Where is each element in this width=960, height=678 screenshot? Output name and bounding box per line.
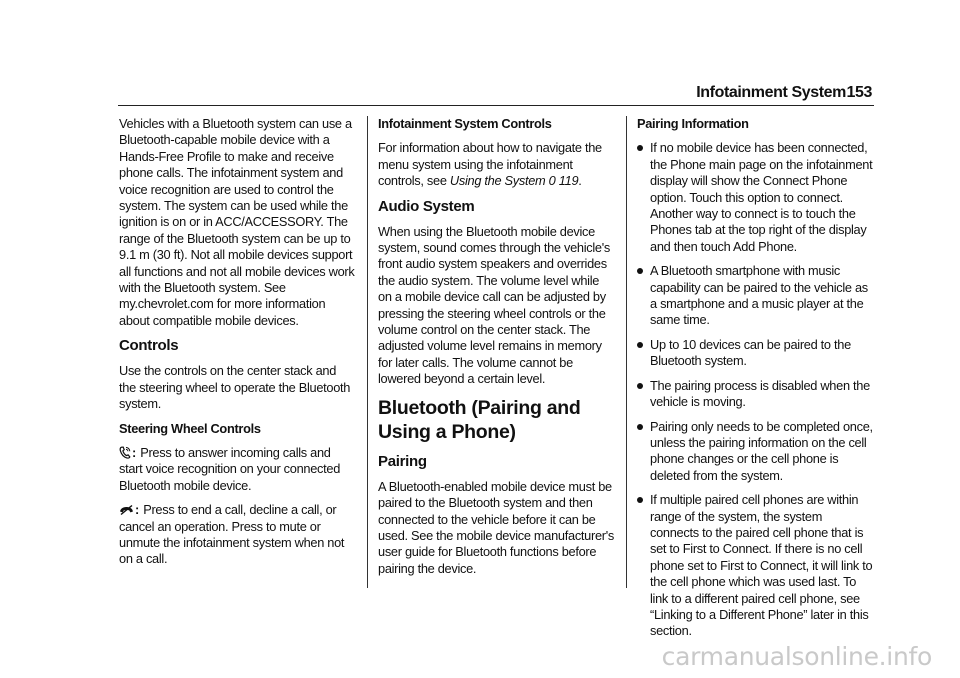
list-item: If no mobile device has been connected, the Phone main page on the infotainment display will show the Connect Phone option. Touch this option to connect. Another way to connect is to touch the Phones tab at the top right of the display and then touch Add Phone.: [637, 140, 873, 255]
page-header: [0, 84, 960, 104]
page-number: 153: [846, 84, 872, 101]
icon-separator: :: [132, 444, 136, 460]
bullet-icon: [637, 497, 643, 503]
column-divider-2: [626, 116, 627, 588]
end-call-icon: [119, 502, 134, 518]
intro-paragraph: Vehicles with a Bluetooth system can use a Bluetooth-capable mobile device with a Hands-Free Profile to make and receive phone calls. The infotainment system and voice recognition are used to control the system. The system can be used while the ignition is on or in ACC/ACCESSORY. The range of the Bluetooth system can be up to 9.1 m (30 ft). Not all mobile devices support all functions and not all mobile devices work with the Bluetooth system. See my.chevrolet.com for more information about compatible mobile devices.: [119, 116, 355, 328]
list-item: A Bluetooth smartphone with music capability can be paired to the vehicle as a smartphone and a music player at the same time.: [637, 263, 873, 329]
audio-system-heading: Audio System: [378, 197, 475, 215]
audio-system-paragraph: When using the Bluetooth mobile device system, sound comes through the vehicle's front audio system speakers and overrides the audio system. The volume level while on a mobile device call can be adjusted by pressing the steering wheel controls or the volume control on the center stack. The adjusted volume level remains in memory for later calls. The volume cannot be lowered beyond a certain level.: [378, 223, 610, 387]
page-reference-arrow: 0: [548, 173, 556, 189]
column-1: [119, 116, 355, 576]
bullet-icon: [637, 342, 643, 348]
list-item: The pairing process is disabled when the vehicle is moving.: [637, 378, 873, 411]
column-2: [378, 116, 614, 585]
page-reference-number: 119: [558, 173, 579, 189]
header-rule: [118, 105, 874, 106]
pairing-paragraph: A Bluetooth-enabled mobile device must be paired to the Bluetooth system and then connected to the vehicle before it can be used. See the mobile device manufacturer's user guide for Bluetooth functions before pairing the device.: [378, 478, 614, 576]
bullet-icon: [637, 268, 643, 274]
pairing-heading: Pairing: [378, 452, 427, 470]
infotainment-controls-paragraph: [378, 140, 614, 189]
list-item: Pairing only needs to be completed once, unless the pairing information on the cell phone changes or the cell phone is deleted from the system.: [637, 419, 873, 485]
end-call-text: Press to end a call, decline a call, or cancel an operation. Press to mute or unmute the infotainment system when not on a call.: [119, 502, 345, 567]
pairing-information-heading: Pairing Information: [637, 116, 749, 131]
phone-control-text: Press to answer incoming calls and start voice recognition on your connected Bluetooth mobile device.: [119, 444, 341, 493]
column-3: [637, 116, 873, 648]
list-item: If multiple paired cell phones are within range of the system, the system connects to the paired cell phone that is set to First to Connect. If there is no cell phone set to First to Connect, it will link to the cell phone which was used last. To link to a different paired cell phone, see “Linking to a Different Phone” later in this section.: [637, 492, 873, 640]
using-the-system-link[interactable]: Using the System: [449, 173, 546, 189]
end-call-paragraph: [119, 502, 355, 568]
bullet-icon: [637, 383, 643, 389]
isc-suffix: .: [578, 173, 582, 189]
column-divider-1: [367, 116, 368, 588]
watermark: carmanualsonline.info: [661, 642, 932, 671]
controls-heading: Controls: [119, 337, 179, 355]
bullet-icon: [637, 424, 643, 430]
controls-paragraph: Use the controls on the center stack and the steering wheel to operate the Bluetooth system.: [119, 363, 351, 412]
list-item: Up to 10 devices can be paired to the Bluetooth system.: [637, 337, 873, 370]
infotainment-controls-heading: Infotainment System Controls: [378, 116, 552, 131]
isc-text: For information about how to navigate the menu system using the infotainment controls, see: [378, 140, 602, 189]
bluetooth-pairing-heading: Bluetooth (Pairing and Using a Phone): [378, 396, 581, 443]
bullet-icon: [637, 145, 643, 151]
running-header-title: Infotainment System: [696, 84, 846, 101]
icon-separator: :: [135, 502, 139, 518]
pairing-information-list: [637, 140, 873, 639]
phone-answer-icon: [119, 445, 131, 461]
steering-wheel-controls-heading: Steering Wheel Controls: [119, 420, 261, 436]
phone-control-paragraph: [119, 445, 355, 494]
